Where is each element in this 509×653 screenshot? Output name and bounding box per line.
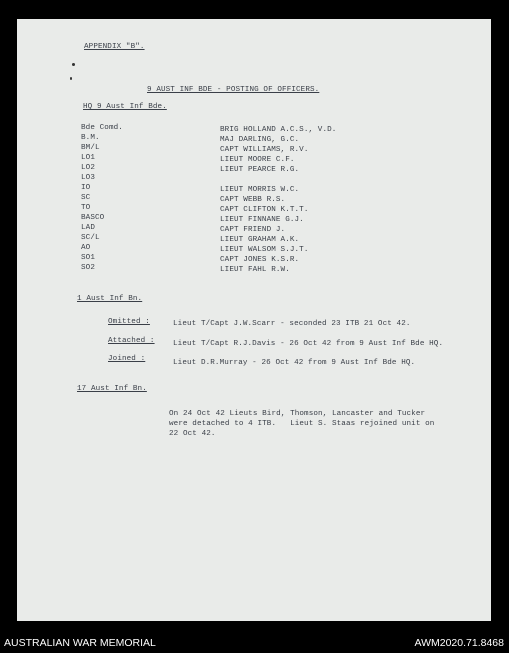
appointment: AO <box>81 244 91 252</box>
reference-number: AWM2020.71.8468 <box>414 637 504 649</box>
appointment: SC/L <box>81 234 100 242</box>
appointment: LO2 <box>81 164 95 172</box>
paragraph-line: were detached to 4 ITB. Lieut S. Staas rejoined unit on <box>169 420 435 428</box>
appointment: SO2 <box>81 264 95 272</box>
document-page <box>17 19 491 621</box>
officer: MAJ DARLING, G.C. <box>220 136 300 144</box>
officer: LIEUT WALSOM S.J.T. <box>220 246 309 254</box>
officer: LIEUT FINNANE G.J. <box>220 216 304 224</box>
appointment: IO <box>81 184 91 192</box>
officer: CAPT JONES K.S.R. <box>220 256 300 264</box>
officer: CAPT CLIFTON K.T.T. <box>220 206 309 214</box>
ink-mark <box>72 63 75 66</box>
appointment: SC <box>81 194 91 202</box>
appointment: LO1 <box>81 154 95 162</box>
officer: LIEUT MOORE C.F. <box>220 156 295 164</box>
officer: CAPT WILLIAMS, R.V. <box>220 146 309 154</box>
entry-label: Attached : <box>108 337 155 345</box>
ink-mark <box>70 77 72 80</box>
paragraph-line: On 24 Oct 42 Lieuts Bird, Thomson, Lancaster and Tucker <box>169 410 426 418</box>
institution-label: AUSTRALIAN WAR MEMORIAL <box>4 637 156 649</box>
document-title: 9 AUST INF BDE - POSTING OF OFFICERS. <box>147 86 320 94</box>
appointment: B.M. <box>81 134 100 142</box>
appointment: Bde Comd. <box>81 124 123 132</box>
officer: LIEUT MORRIS W.C. <box>220 186 300 194</box>
appointment: BM/L <box>81 144 100 152</box>
officer: LIEUT PEARCE R.G. <box>220 166 300 174</box>
appointment: LO3 <box>81 174 95 182</box>
bn17-heading: 17 Aust Inf Bn. <box>77 385 147 393</box>
paragraph-line: 22 Oct 42. <box>169 430 216 438</box>
entry-text: Lieut D.R.Murray - 26 Oct 42 from 9 Aust Inf Bde HQ. <box>173 359 416 367</box>
officer: CAPT WEBB R.S. <box>220 196 286 204</box>
appointment: SO1 <box>81 254 95 262</box>
entry-label: Omitted : <box>108 318 150 326</box>
appointment: BASCO <box>81 214 105 222</box>
officer: LIEUT GRAHAM A.K. <box>220 236 300 244</box>
entry-text: Lieut T/Capt R.J.Davis - 26 Oct 42 from 9 Aust Inf Bde HQ. <box>173 340 444 348</box>
entry-text: Lieut T/Capt J.W.Scarr - seconded 23 ITB 21 Oct 42. <box>173 320 411 328</box>
appendix-heading: APPENDIX "B". <box>84 43 145 51</box>
appointment: LAD <box>81 224 95 232</box>
hq-heading: HQ 9 Aust Inf Bde. <box>83 103 167 111</box>
officer: CAPT FRIEND J. <box>220 226 286 234</box>
appointment: TO <box>81 204 91 212</box>
officer: LIEUT FAHL R.W. <box>220 266 290 274</box>
bn1-heading: 1 Aust Inf Bn. <box>77 295 143 303</box>
entry-label: Joined : <box>108 355 146 363</box>
officer: BRIG HOLLAND A.C.S., V.D. <box>220 126 337 134</box>
